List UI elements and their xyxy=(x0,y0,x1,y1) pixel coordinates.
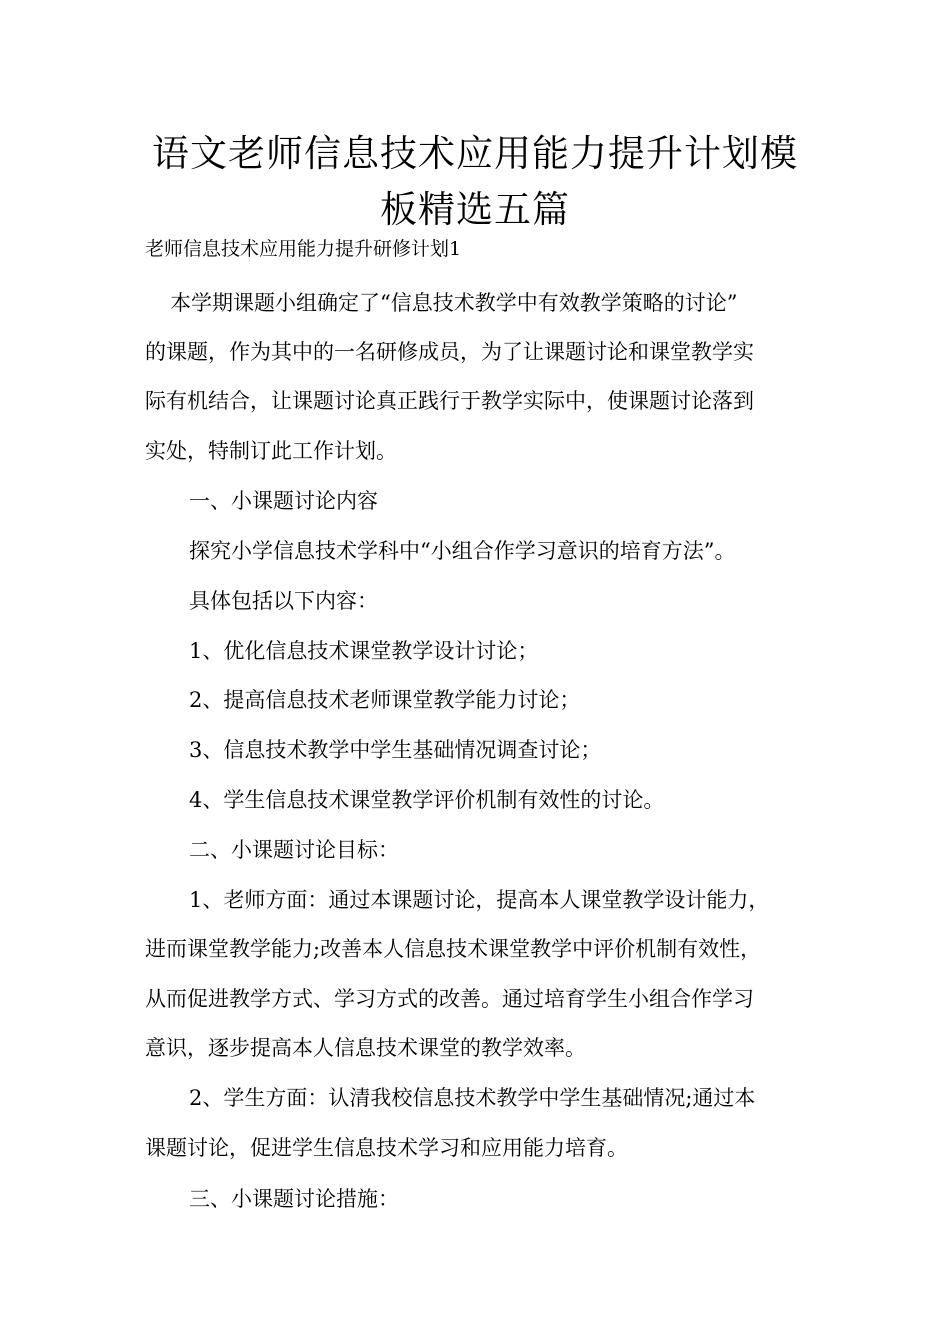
list-item: 4、学生信息技术课堂教学评价机制有效性的讨论。 xyxy=(189,788,665,812)
paragraph-line: 际有机结合，让课题讨论真正践行于教学实际中，使课题讨论落到 xyxy=(145,389,754,413)
paragraph-line: 具体包括以下内容： xyxy=(189,589,378,613)
paragraph-line: 探究小学信息技术学科中“小组合作学习意识的培育方法”。 xyxy=(189,539,736,563)
list-item: 1、优化信息技术课堂教学设计讨论； xyxy=(189,639,539,663)
paragraph-line: 2、学生方面：认清我校信息技术教学中学生基础情况;通过本 xyxy=(189,1086,756,1110)
paragraph-line: 实处，特制订此工作计划。 xyxy=(145,439,397,463)
paragraph-line: 本学期课题小组确定了“信息技术教学中有效教学策略的讨论” xyxy=(170,291,738,315)
paragraph-line: 进而课堂教学能力;改善本人信息技术课堂教学中评价机制有效性， xyxy=(145,937,762,961)
paragraph-line: 的课题，作为其中的一名研修成员，为了让课题讨论和课堂教学实 xyxy=(145,340,754,364)
section-heading: 一、小课题讨论内容 xyxy=(189,489,378,513)
paragraph-line: 1、老师方面：通过本课题讨论，提高本人课堂教学设计能力， xyxy=(189,888,770,912)
section-heading: 二、小课题讨论目标： xyxy=(189,838,399,862)
list-item: 3、信息技术教学中学生基础情况调查讨论； xyxy=(189,738,602,762)
paragraph-line: 课题讨论，促进学生信息技术学习和应用能力培育。 xyxy=(145,1136,628,1160)
document-title-line-1: 语文老师信息技术应用能力提升计划模 xyxy=(152,132,798,175)
paragraph-line: 意识，逐步提高本人信息技术课堂的教学效率。 xyxy=(145,1036,586,1060)
section-subtitle: 老师信息技术应用能力提升研修计划1 xyxy=(145,238,462,260)
section-heading: 三、小课题讨论措施： xyxy=(189,1187,399,1211)
document-title-line-2: 板精选五篇 xyxy=(380,188,570,231)
list-item: 2、提高信息技术老师课堂教学能力讨论； xyxy=(189,688,581,712)
paragraph-line: 从而促进教学方式、学习方式的改善。通过培育学生小组合作学习 xyxy=(145,987,754,1011)
